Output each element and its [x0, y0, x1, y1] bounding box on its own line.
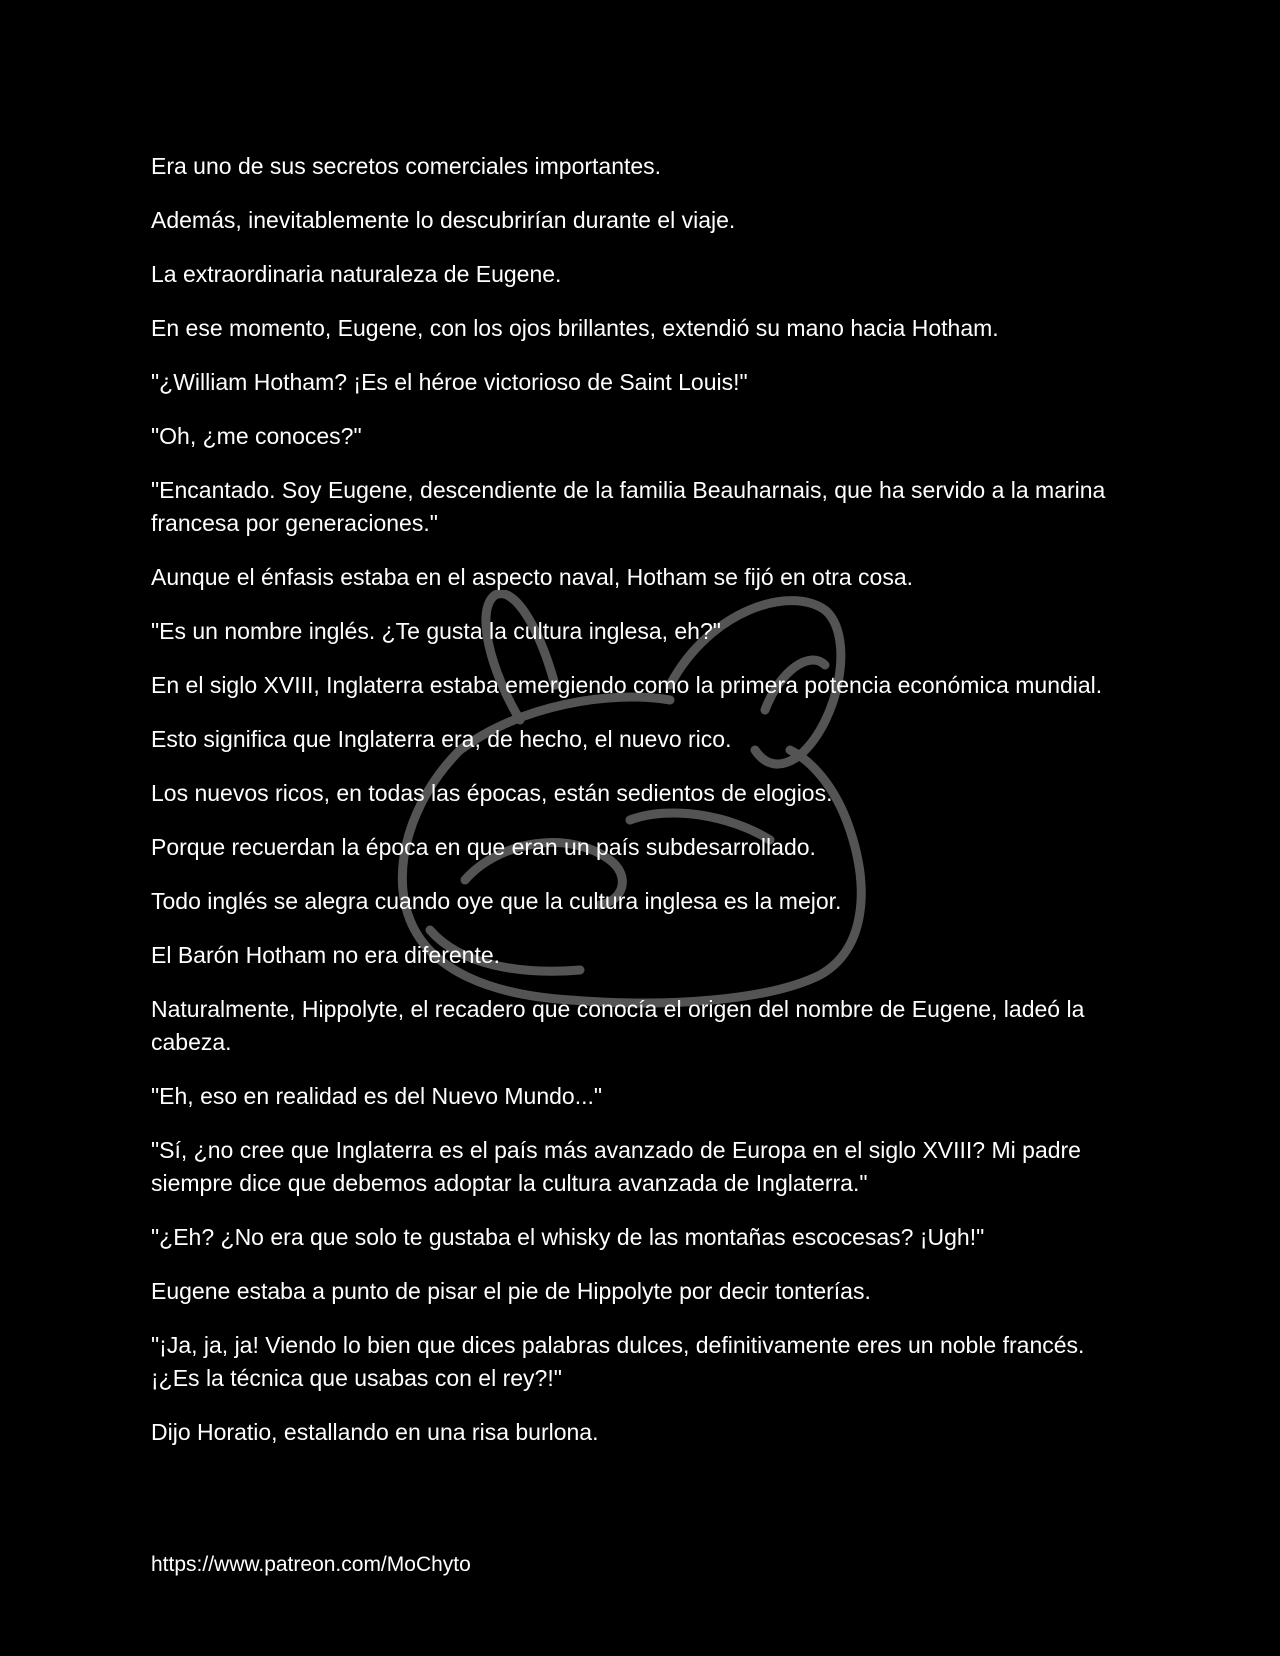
paragraph: Naturalmente, Hippolyte, el recadero que conocía el origen del nombre de Eugene, ladeó la cabeza. [151, 996, 1085, 1055]
paragraph: El Barón Hotham no era diferente. [151, 942, 501, 968]
paragraph: "¡Ja, ja, ja! Viendo lo bien que dices palabras dulces, definitivamente eres un noble francés. ¡¿Es la técnica que usabas con el rey?!" [151, 1332, 1085, 1391]
paragraph: Dijo Horatio, estallando en una risa burlona. [151, 1419, 599, 1445]
paragraph: "¿Eh? ¿No era que solo te gustaba el whisky de las montañas escocesas? ¡Ugh!" [151, 1224, 985, 1250]
paragraph: Los nuevos ricos, en todas las épocas, están sedientos de elogios. [151, 780, 833, 806]
paragraph: En ese momento, Eugene, con los ojos brillantes, extendió su mano hacia Hotham. [151, 315, 999, 341]
paragraph: "¿William Hotham? ¡Es el héroe victorioso de Saint Louis!" [151, 369, 748, 395]
paragraph: Aunque el énfasis estaba en el aspecto naval, Hotham se fijó en otra cosa. [151, 564, 914, 590]
paragraph: "Sí, ¿no cree que Inglaterra es el país más avanzado de Europa en el siglo XVIII? Mi padre siempre dice que debemos adoptar la cultura avanzada de Inglaterra." [151, 1137, 1081, 1196]
paragraph: Porque recuerdan la época en que eran un país subdesarrollado. [151, 834, 816, 860]
document-body [151, 150, 1131, 1470]
paragraph: Era uno de sus secretos comerciales importantes. [151, 153, 662, 179]
paragraph: En el siglo XVIII, Inglaterra estaba emergiendo como la primera potencia económica mundial. [151, 672, 1103, 698]
paragraph: Todo inglés se alegra cuando oye que la cultura inglesa es la mejor. [151, 888, 842, 914]
paragraph: Además, inevitablemente lo descubrirían durante el viaje. [151, 207, 736, 233]
patreon-link[interactable]: https://www.patreon.com/MoChyto [151, 1553, 471, 1576]
paragraph: "Encantado. Soy Eugene, descendiente de la familia Beauharnais, que ha servido a la marina francesa por generaciones." [151, 477, 1106, 536]
paragraph: La extraordinaria naturaleza de Eugene. [151, 261, 562, 287]
paragraph: "Eh, eso en realidad es del Nuevo Mundo..." [151, 1083, 603, 1109]
paragraph: Eugene estaba a punto de pisar el pie de Hippolyte por decir tonterías. [151, 1278, 871, 1304]
paragraph: Esto significa que Inglaterra era, de hecho, el nuevo rico. [151, 726, 732, 752]
paragraph: "Oh, ¿me conoces?" [151, 423, 362, 449]
paragraph: "Es un nombre inglés. ¿Te gusta la cultura inglesa, eh?" [151, 618, 721, 644]
